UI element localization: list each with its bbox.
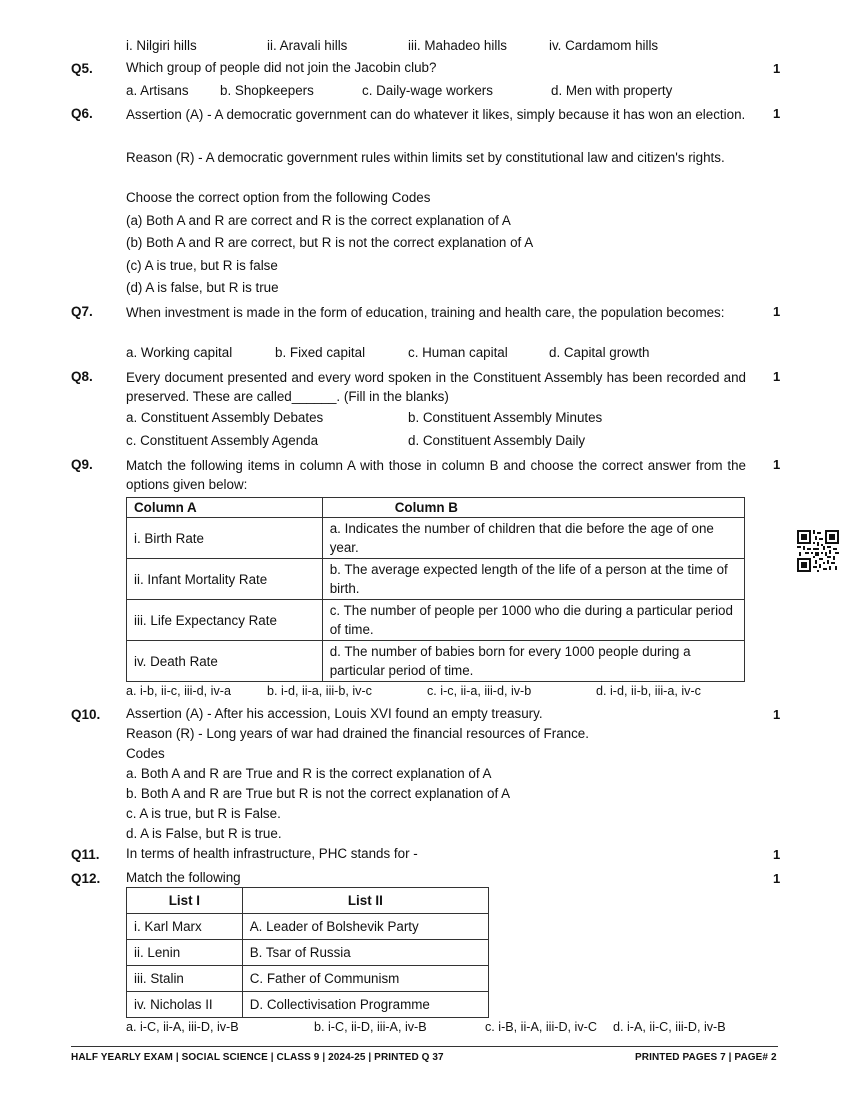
q8-number: Q8. — [71, 369, 93, 384]
table-row — [127, 518, 745, 559]
footer-page-info: PRINTED PAGES 7 | PAGE# 2 — [635, 1052, 777, 1063]
table-row — [127, 992, 489, 1018]
q12-option-b: b. i-C, ii-D, iii-A, iv-B — [314, 1020, 427, 1034]
q8-option-c: c. Constituent Assembly Agenda — [126, 433, 319, 448]
qr-code-icon — [797, 530, 839, 572]
q7-mark: 1 — [773, 304, 781, 319]
q6-option-b: (b) Both A and R are correct, but R is not the correct explanation of A — [126, 235, 534, 250]
q6-option-c: (c) A is true, but R is false — [126, 258, 278, 273]
q10-option-b: b. Both A and R are True but R is not the correct explanation of A — [126, 786, 511, 801]
q12-text: Match the following — [126, 870, 241, 885]
footer-exam-info: HALF YEARLY EXAM | SOCIAL SCIENCE | CLASS 9 | 2024-25 | PRINTED Q 37 — [71, 1052, 444, 1063]
q12-number: Q12. — [71, 871, 101, 886]
q5-number: Q5. — [71, 61, 93, 76]
table-row — [127, 914, 489, 940]
q6-reason: Reason (R) - A democratic government rules within limits set by constitutional law and citizen's rights. — [126, 150, 725, 165]
q12-option-c: c. i-B, ii-A, iii-D, iv-C — [485, 1020, 597, 1034]
q5-option-d: d. Men with property — [551, 83, 673, 98]
q4-option-4: iv. Cardamom hills — [549, 38, 659, 53]
q9-row-4-col-b: d. The number of babies born for every 1000 people during a particular period of time. — [322, 641, 744, 682]
table-row — [127, 966, 489, 992]
q5-text: Which group of people did not join the Jacobin club? — [126, 60, 437, 75]
table-row — [127, 940, 489, 966]
footer-divider — [71, 1046, 778, 1047]
q12-mark: 1 — [773, 871, 781, 886]
q7-option-b: b. Fixed capital — [275, 345, 366, 360]
q9-match-table — [126, 497, 745, 682]
q9-row-1-col-a: i. Birth Rate — [127, 518, 323, 559]
q6-number: Q6. — [71, 106, 93, 121]
q11-text: In terms of health infrastructure, PHC stands for - — [126, 846, 418, 861]
q12-row-3-col-1: iii. Stalin — [127, 966, 243, 992]
q4-option-2: ii. Aravali hills — [267, 38, 348, 53]
q6-mark: 1 — [773, 106, 781, 121]
q12-header-list-1: List I — [127, 888, 243, 914]
q6-option-a: (a) Both A and R are correct and R is the correct explanation of A — [126, 213, 511, 228]
q12-row-2-col-1: ii. Lenin — [127, 940, 243, 966]
q12-row-2-col-2: B. Tsar of Russia — [242, 940, 488, 966]
q10-mark: 1 — [773, 707, 781, 722]
table-row — [127, 641, 745, 682]
q6-assertion: Assertion (A) - A democratic government can do whatever it likes, simply because it has won an election. — [126, 107, 746, 122]
q9-row-1-col-b: a. Indicates the number of children that die before the age of one year. — [322, 518, 744, 559]
q5-option-b: b. Shopkeepers — [220, 83, 314, 98]
q10-assertion: Assertion (A) - After his accession, Louis XVI found an empty treasury. — [126, 706, 543, 721]
q9-row-4-col-a: iv. Death Rate — [127, 641, 323, 682]
q12-option-a: a. i-C, ii-A, iii-D, iv-B — [126, 1020, 239, 1034]
q7-number: Q7. — [71, 304, 93, 319]
q12-row-4-col-2: D. Collectivisation Programme — [242, 992, 488, 1018]
q12-row-3-col-2: C. Father of Communism — [242, 966, 488, 992]
q6-instruction: Choose the correct option from the following Codes — [126, 190, 431, 205]
q12-option-d: d. i-A, ii-C, iii-D, iv-B — [613, 1020, 726, 1034]
q9-header-column-a: Column A — [127, 498, 323, 518]
q12-row-1-col-1: i. Karl Marx — [127, 914, 243, 940]
q9-option-d: d. i-d, ii-b, iii-a, iv-c — [596, 684, 701, 698]
q11-mark: 1 — [773, 847, 781, 862]
q5-mark: 1 — [773, 61, 781, 76]
q9-option-c: c. i-c, ii-a, iii-d, iv-b — [427, 684, 532, 698]
q9-option-a: a. i-b, ii-c, iii-d, iv-a — [126, 684, 231, 698]
q12-header-list-2: List II — [242, 888, 488, 914]
table-row — [127, 559, 745, 600]
q9-text: Match the following items in column A with those in column B and choose the correct answer from the options given below: — [126, 458, 746, 492]
q4-option-1: i. Nilgiri hills — [126, 38, 197, 53]
q10-number: Q10. — [71, 707, 101, 722]
q8-option-b: b. Constituent Assembly Minutes — [408, 410, 603, 425]
q7-option-d: d. Capital growth — [549, 345, 650, 360]
q9-row-2-col-b: b. The average expected length of the life of a person at the time of birth. — [322, 559, 744, 600]
q8-text: Every document presented and every word spoken in the Constituent Assembly has been recorded and preserved. These are called______. (Fill in the blanks) — [126, 370, 746, 404]
q8-option-a: a. Constituent Assembly Debates — [126, 410, 324, 425]
q9-number: Q9. — [71, 457, 93, 472]
q10-option-d: d. A is False, but R is true. — [126, 826, 282, 841]
q5-option-c: c. Daily-wage workers — [362, 83, 493, 98]
q9-row-2-col-a: ii. Infant Mortality Rate — [127, 559, 323, 600]
q5-option-a: a. Artisans — [126, 83, 189, 98]
q12-match-table — [126, 887, 489, 1018]
q10-reason: Reason (R) - Long years of war had drained the financial resources of France. — [126, 726, 589, 741]
q9-row-3-col-a: iii. Life Expectancy Rate — [127, 600, 323, 641]
q12-row-4-col-1: iv. Nicholas II — [127, 992, 243, 1018]
q7-text: When investment is made in the form of education, training and health care, the population becomes: — [126, 305, 725, 320]
q9-header-column-b: Column B — [322, 498, 744, 518]
q6-option-d: (d) A is false, but R is true — [126, 280, 279, 295]
q10-option-a: a. Both A and R are True and R is the correct explanation of A — [126, 766, 492, 781]
q10-option-c: c. A is true, but R is False. — [126, 806, 281, 821]
q9-mark: 1 — [773, 457, 781, 472]
q4-option-3: iii. Mahadeo hills — [408, 38, 507, 53]
q10-codes-label: Codes — [126, 746, 165, 761]
table-row — [127, 600, 745, 641]
q11-number: Q11. — [71, 847, 100, 862]
q7-option-c: c. Human capital — [408, 345, 508, 360]
q9-row-3-col-b: c. The number of people per 1000 who die during a particular period of time. — [322, 600, 744, 641]
q12-row-1-col-2: A. Leader of Bolshevik Party — [242, 914, 488, 940]
q7-option-a: a. Working capital — [126, 345, 233, 360]
q8-option-d: d. Constituent Assembly Daily — [408, 433, 586, 448]
q8-mark: 1 — [773, 369, 781, 384]
q9-option-b: b. i-d, ii-a, iii-b, iv-c — [267, 684, 372, 698]
